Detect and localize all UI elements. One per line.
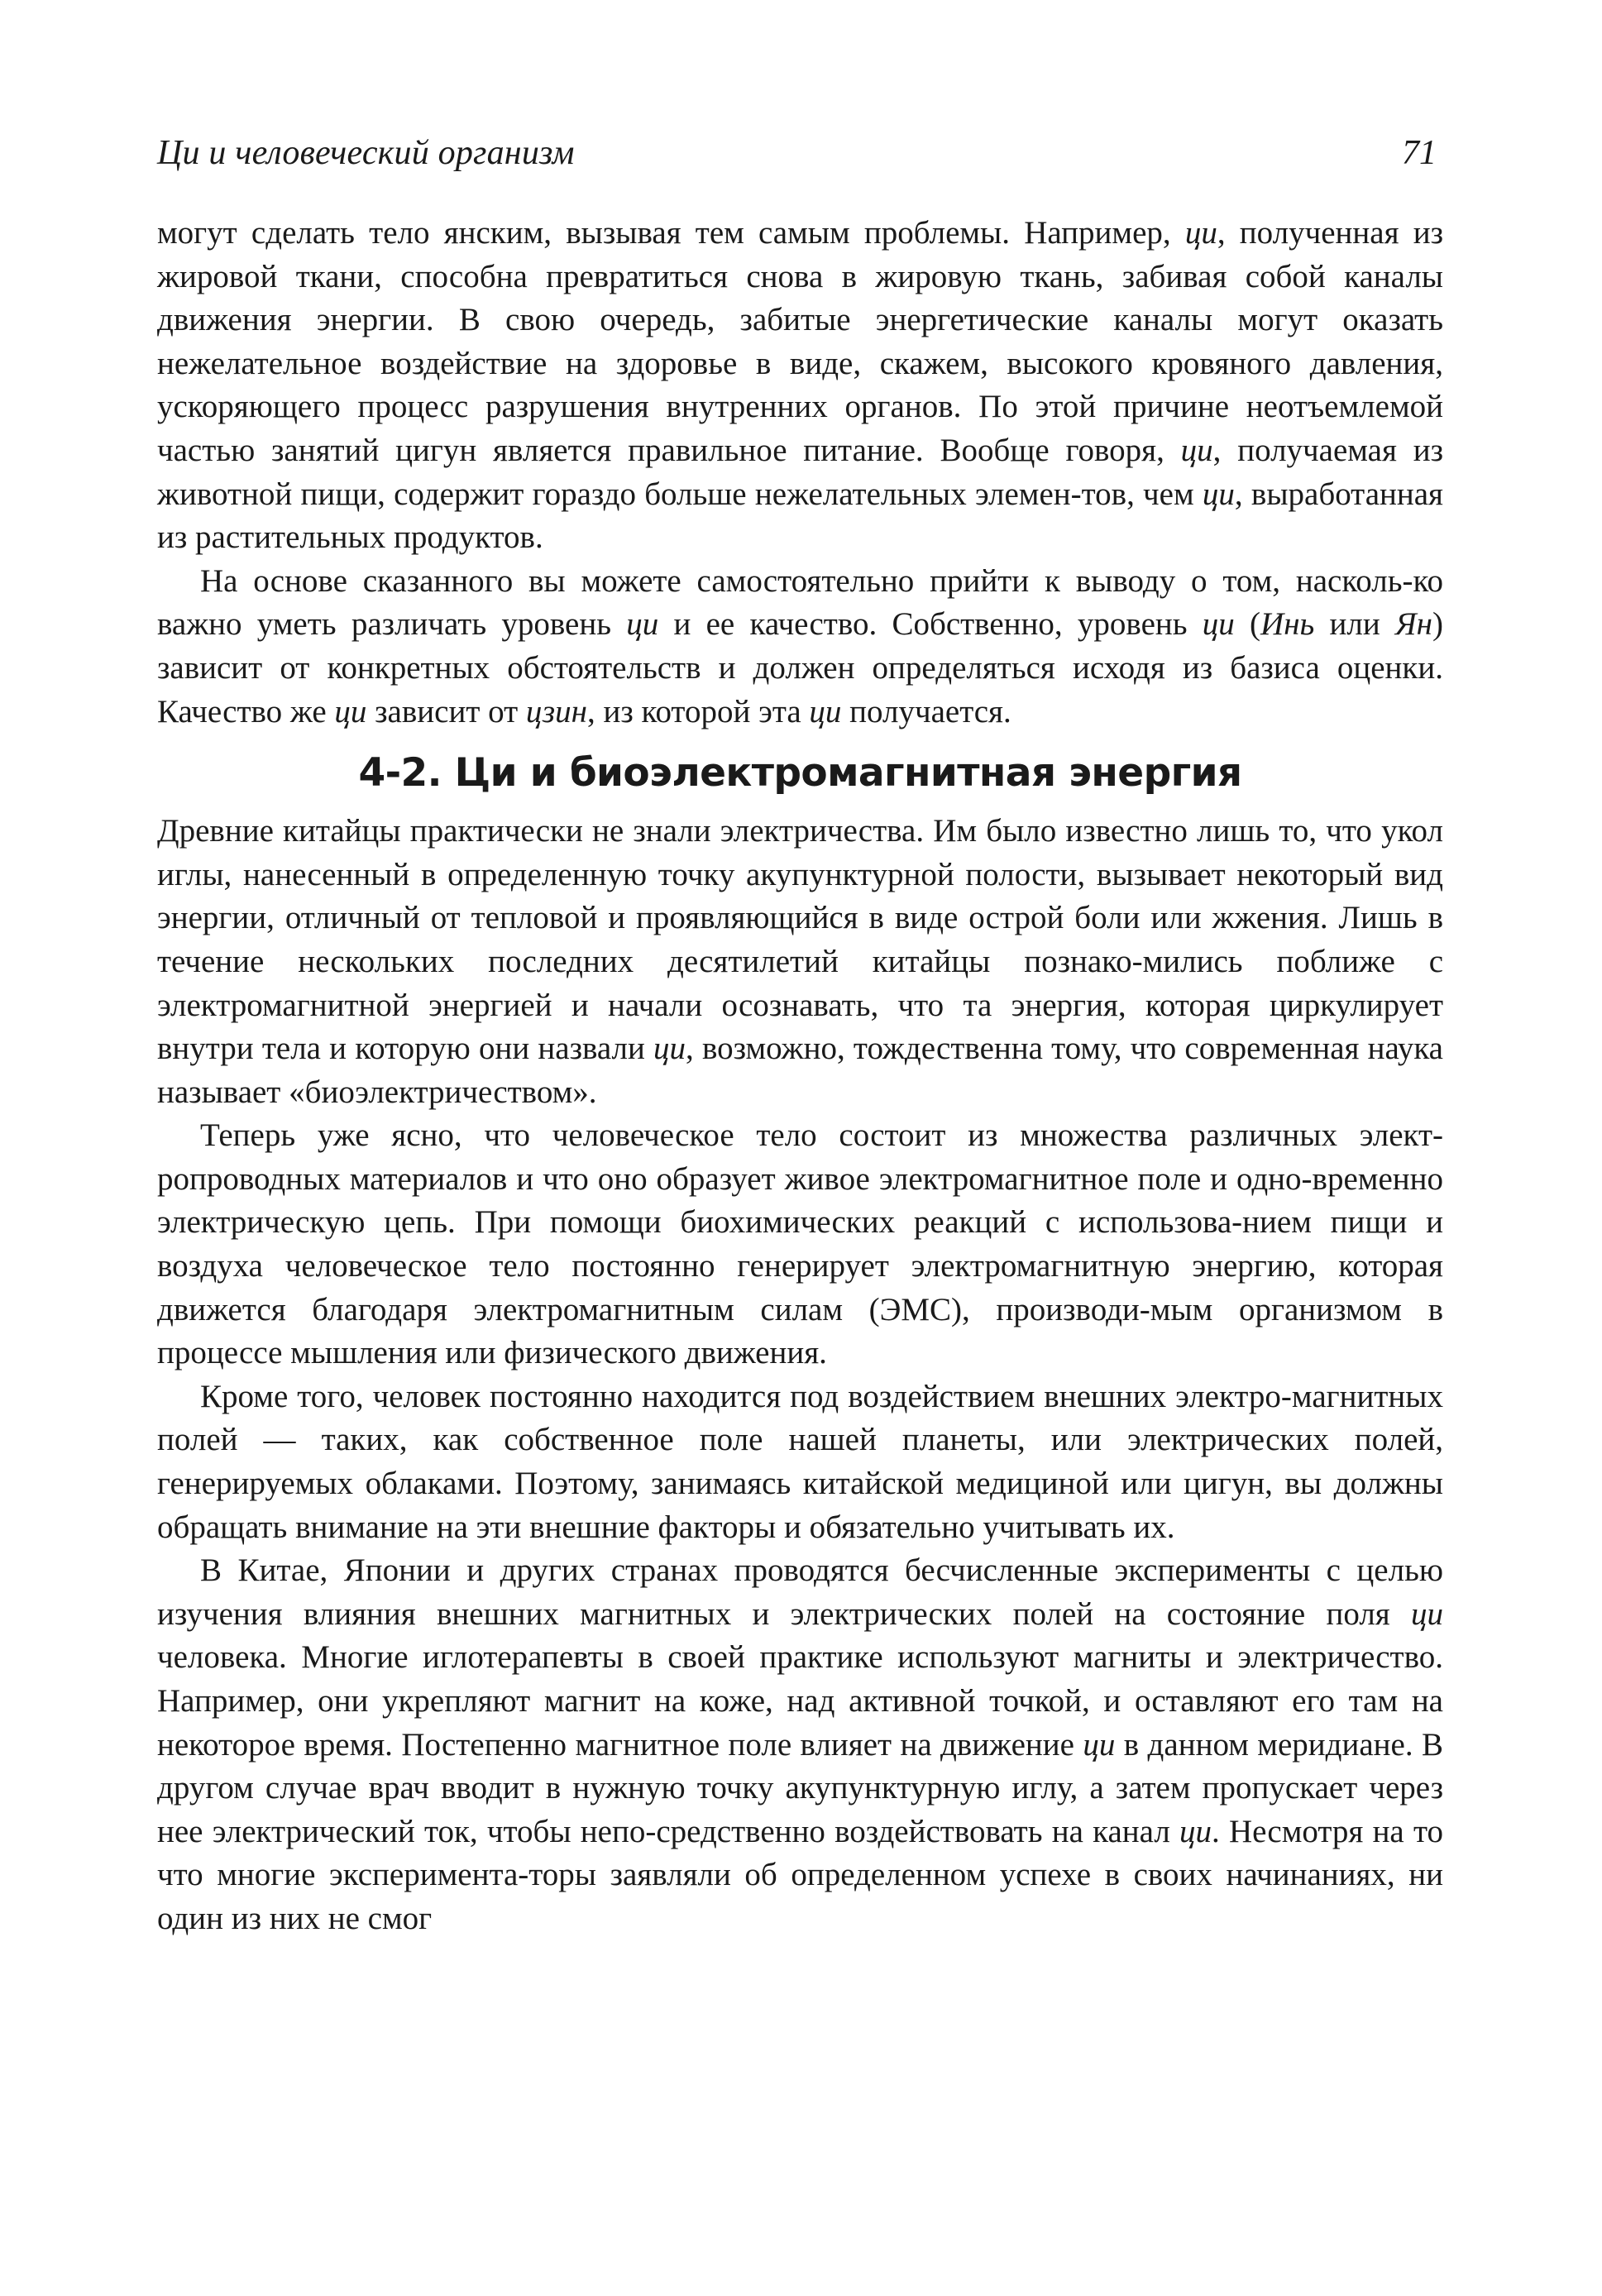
paragraph-3: Древние китайцы практически не знали электричества. Им было известно лишь то, что укол иглы, нанесенный в определенную точку акупунктурной полости, вызывает некоторый вид энергии, отличный от тепловой и проявляющийся в виде острой боли или жжения. Лишь в течение нескольких последних десятилетий китайцы познако-мились поближе с электромагнитной энергией и начали осознавать, что та энергия, которая циркулирует внутри тела и которую они назвали ци, возможно, тождественна тому, что современная наука называет «биоэлектричеством». [157, 813, 1443, 1110]
paragraph-4: Теперь уже ясно, что человеческое тело состоит из множества различных элект-ропроводных материалов и что оно образует живое электромагнитное поле и одно-временно электрическую цепь. При помощи биохимических реакций с использова-нием пищи и воздуха человеческое тело постоянно генерирует электромагнитную энергию, которая движется благодаря электромагнитным силам (ЭМС), производи-мым организмом в процессе мышления или физического движения. [157, 1117, 1443, 1371]
paragraph-5: Кроме того, человек постоянно находится под воздействием внешних электро-магнитных полей — таких, как собственное поле нашей планеты, или электрических полей, генерируемых облаками. Поэтому, занимаясь китайской медициной или цигун, вы должны обращать внимание на эти внешние факторы и обязательно учитывать их. [157, 1378, 1443, 1545]
page-number: 71 [1402, 134, 1437, 172]
running-title: Ци и человеческий организм [157, 134, 575, 172]
section-heading: 4-2. Ци и биоэлектромагнитная энергия [358, 750, 1242, 796]
book-page [157, 132, 1443, 1941]
paragraph-1: могут сделать тело янским, вызывая тем самым проблемы. Например, ци, полученная из жировой ткани, способна превратиться снова в жировую ткань, забивая собой каналы движения энергии. В свою очередь, забитые энергетические каналы могут оказать нежелательное воздействие на здоровье в виде, скажем, высокого кровяного давления, ускоряющего процесс разрушения внутренних органов. По этой причине неотъемлемой частью занятий цигун является правильное питание. Вообще говоря, ци, получаемая из животной пищи, содержит гораздо больше нежелательных элемен-тов, чем ци, выработанная из растительных продуктов. [157, 215, 1443, 556]
paragraph-6: В Китае, Японии и других странах проводятся бесчисленные эксперименты с целью изучения влияния внешних магнитных и электрических полей на состояние поля ци человека. Многие иглотерапевты в своей практике используют магниты и электричество. Например, они укрепляют магнит на коже, над активной точкой, и оставляют его там на некоторое время. Постепенно магнитное поле влияет на движение ци в данном меридиане. В другом случае врач вводит в нужную точку акупунктурную иглу, а затем пропускает через нее электрический ток, чтобы непо-средственно воздействовать на канал ци. Несмотря на то что многие эксперимента-торы заявляли об определенном успехе в своих начинаниях, ни один из них не смог [157, 1552, 1443, 1936]
paragraph-2: На основе сказанного вы можете самостоятельно прийти к выводу о том, насколь-ко важно уметь различать уровень ци и ее качество. Собственно, уровень ци (Инь или Ян) зависит от конкретных обстоятельств и должен определяться исходя из базиса оценки. Качество же ци зависит от цзин, из которой эта ци получается. [157, 562, 1443, 729]
running-head [157, 132, 1443, 174]
